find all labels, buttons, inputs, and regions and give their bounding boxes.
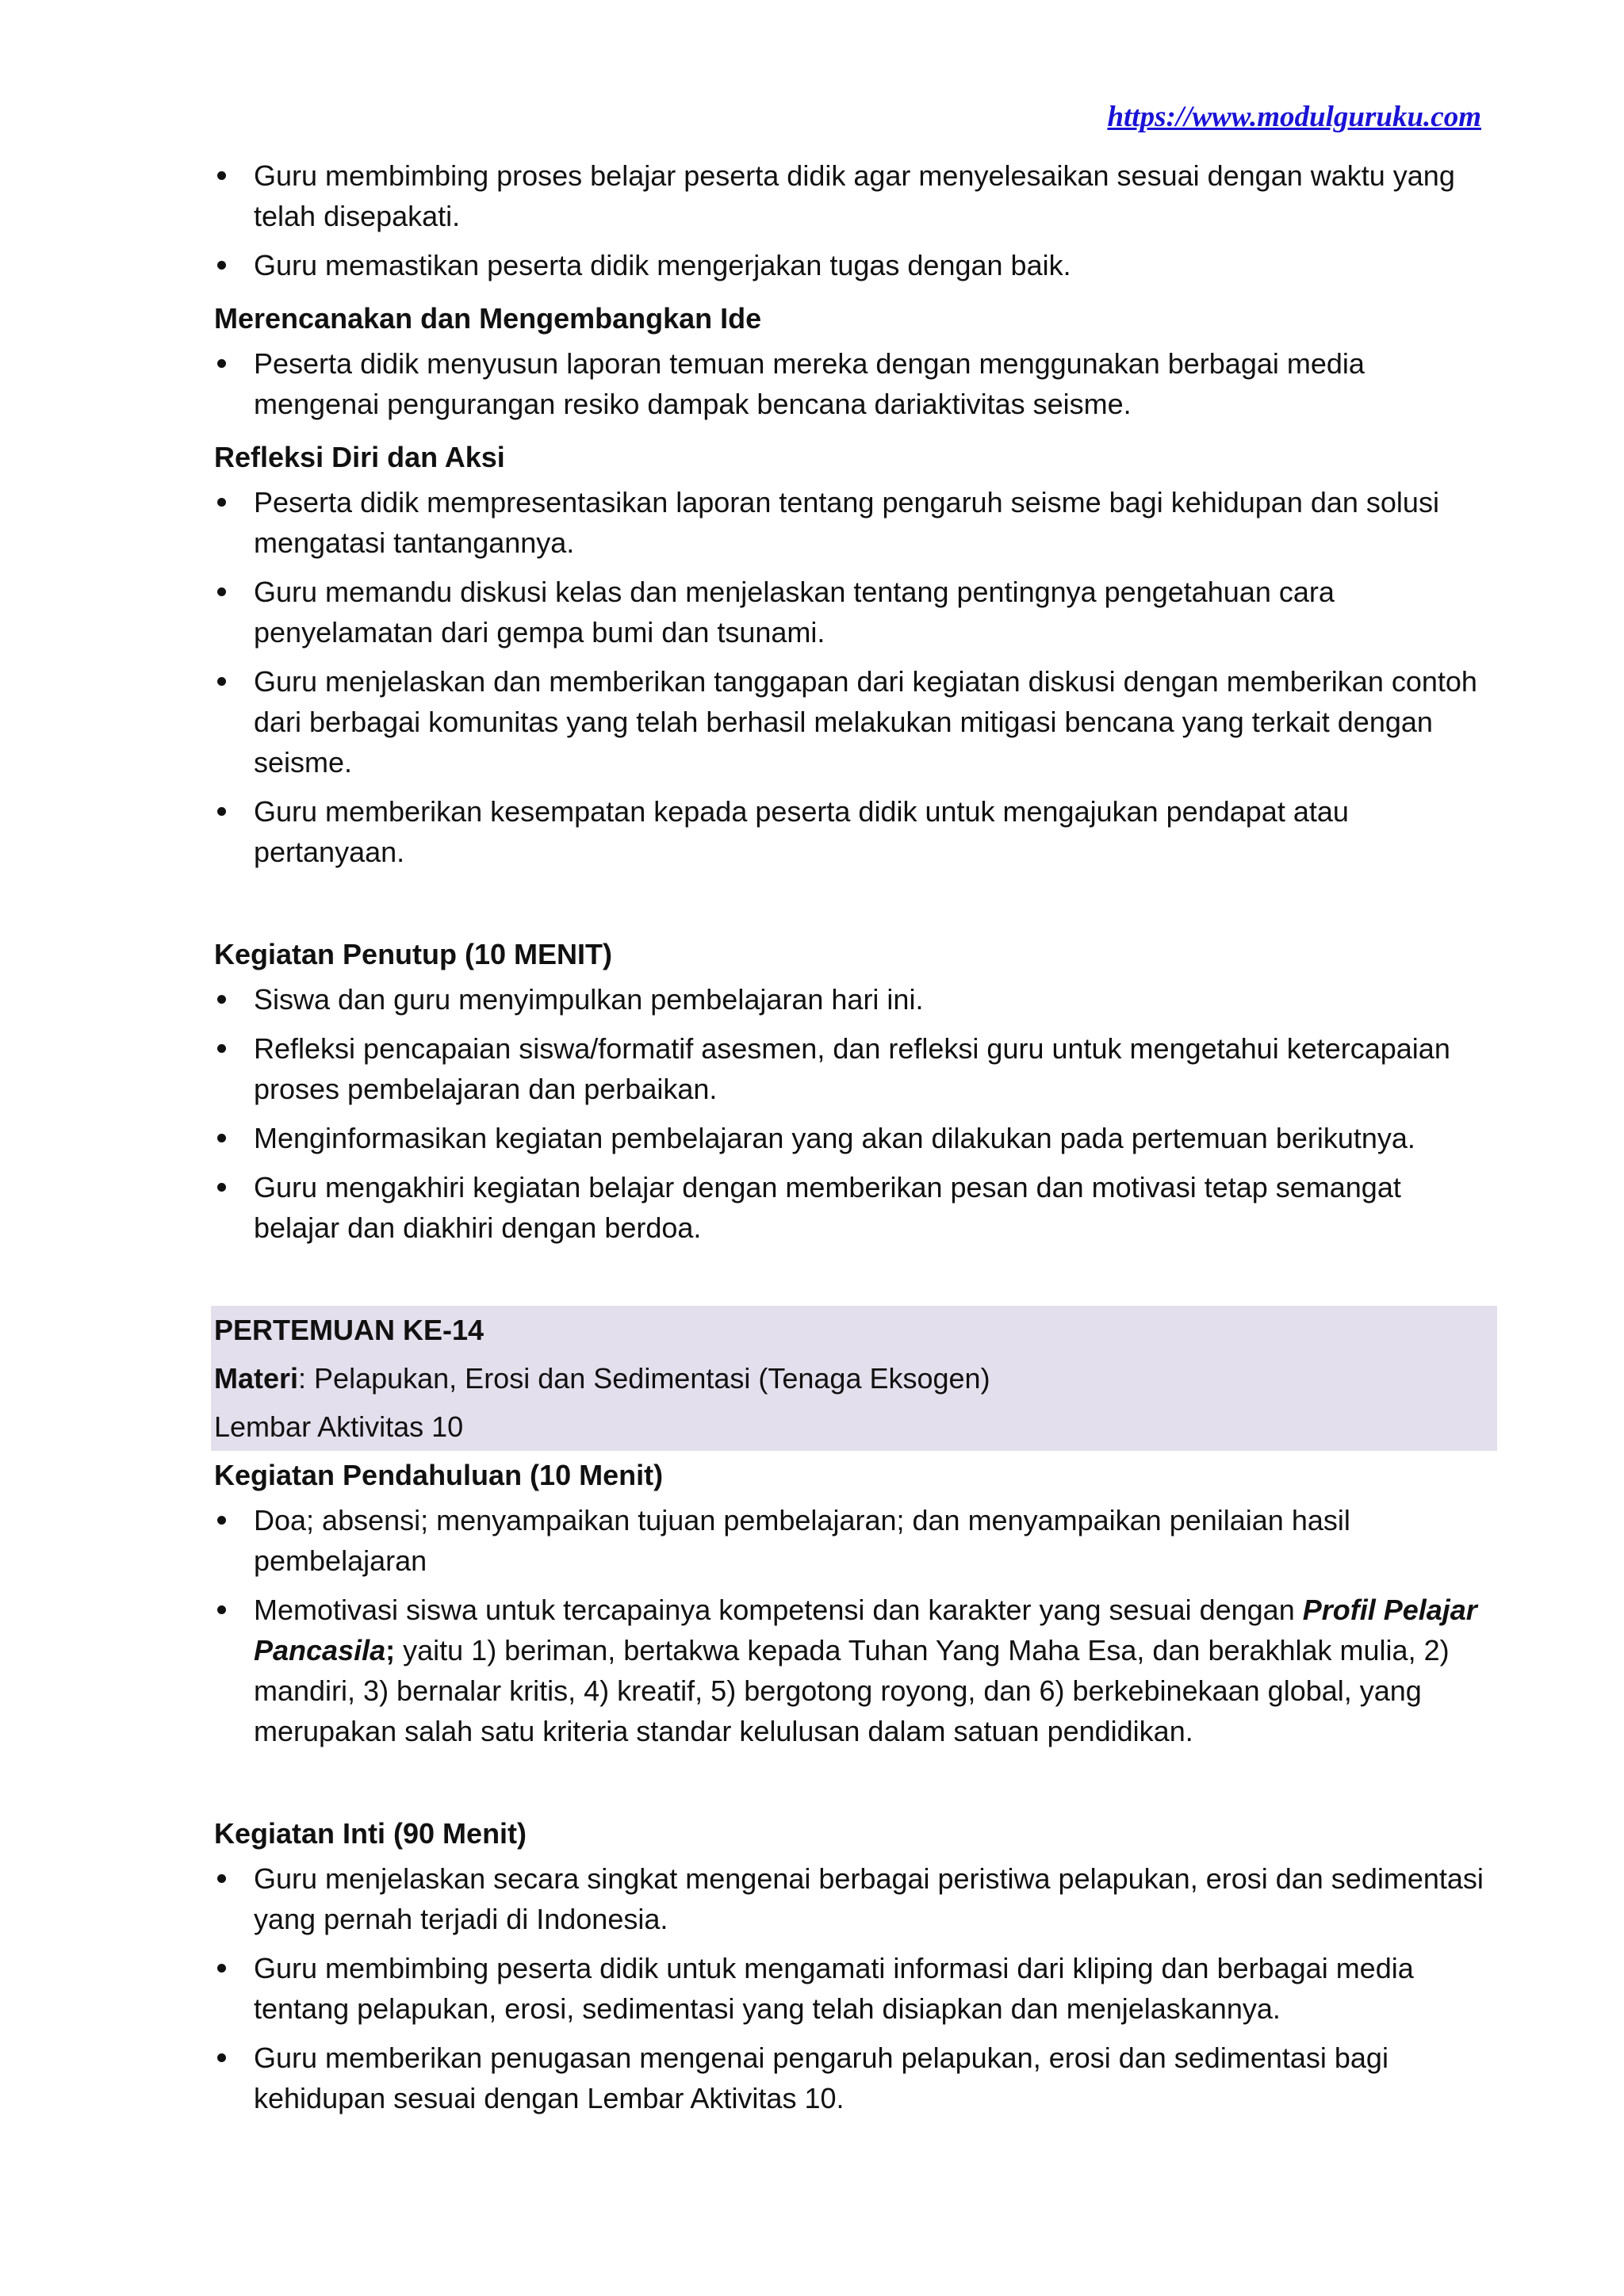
list-item: Doa; absensi; menyampaikan tujuan pembelajaran; dan menyampaikan penilaian hasil pembelajaran xyxy=(214,1500,1491,1581)
materi-value: : Pelapukan, Erosi dan Sedimentasi (Tenaga Eksogen) xyxy=(298,1362,990,1395)
list-item: Guru memandu diskusi kelas dan menjelaskan tentang pentingnya pengetahuan cara penyelamatan dari gempa bumi dan tsunami. xyxy=(214,572,1491,652)
section-core-list xyxy=(214,1858,1491,2118)
list-item: Peserta didik mempresentasikan laporan tentang pengaruh seisme bagi kehidupan dan solusi mengatasi tantangannya. xyxy=(214,482,1491,563)
bullet-icon xyxy=(217,359,226,368)
bullet-icon xyxy=(217,261,226,270)
profil-pelajar-pancasila: Profil Pelajar Pancasila xyxy=(254,1594,1477,1667)
section-plan-list xyxy=(214,343,1491,424)
list-item: Guru memberikan penugasan mengenai pengaruh pelapukan, erosi dan sedimentasi bagi kehidupan sesuai dengan Lembar Aktivitas 10. xyxy=(214,2038,1491,2118)
section-introduction-list xyxy=(214,1500,1491,1751)
bullet-icon xyxy=(217,498,226,507)
bullet-icon xyxy=(217,1044,226,1053)
bullet-icon xyxy=(217,2053,226,2062)
bullet-icon xyxy=(217,1964,226,1973)
bullet-icon xyxy=(217,677,226,686)
list-item: Guru mengakhiri kegiatan belajar dengan memberikan pesan dan motivasi tetap semangat belajar dan diakhiri dengan berdoa. xyxy=(214,1167,1491,1248)
list-item: Refleksi pencapaian siswa/formatif asesmen, dan refleksi guru untuk mengetahui ketercapaian proses pembelajaran dan perbaikan. xyxy=(214,1028,1491,1109)
list-item: Siswa dan guru menyimpulkan pembelajaran hari ini. xyxy=(214,979,1491,1020)
heading-introduction: Kegiatan Pendahuluan (10 Menit) xyxy=(214,1459,664,1491)
list-item: Guru menjelaskan dan memberikan tanggapan dari kegiatan diskusi dengan memberikan contoh dari berbagai komunitas yang telah berhasil melakukan mitigasi bencana yang terkait dengan seisme. xyxy=(214,661,1491,783)
bullet-icon xyxy=(217,1134,226,1142)
list-item: Guru memberikan kesempatan kepada peserta didik untuk mengajukan pendapat atau pertanyaan. xyxy=(214,791,1491,872)
materi-label: Materi xyxy=(214,1362,299,1395)
bullet-icon xyxy=(217,1605,226,1614)
bullet-icon xyxy=(217,171,226,180)
bullet-icon xyxy=(217,1516,226,1525)
header-url-link[interactable]: https://www.modulguruku.com xyxy=(1107,101,1481,133)
bullet-icon xyxy=(217,995,226,1004)
list-item: Guru memastikan peserta didik mengerjakan tugas dengan baik. xyxy=(214,245,1491,285)
list-item: Guru membimbing peserta didik untuk mengamati informasi dari kliping dan berbagai media tentang pelapukan, erosi, sedimentasi yang telah disiapkan dan menjelaskannya. xyxy=(214,1948,1491,2029)
section-reflection-list xyxy=(214,482,1491,872)
meeting-title: PERTEMUAN KE-14 xyxy=(214,1314,485,1346)
document-body xyxy=(214,155,1491,2127)
heading-plan-develop: Merencanakan dan Mengembangkan Ide xyxy=(214,302,762,335)
list-item: Guru menjelaskan secara singkat mengenai berbagai peristiwa pelapukan, erosi dan sedimentasi yang pernah terjadi di Indonesia. xyxy=(214,1858,1491,1939)
list-item: Peserta didik menyusun laporan temuan mereka dengan menggunakan berbagai media mengenai pengurangan resiko dampak bencana dariaktivitas seisme. xyxy=(214,343,1491,424)
heading-reflection: Refleksi Diri dan Aksi xyxy=(214,441,505,473)
bullet-icon xyxy=(217,1874,226,1883)
heading-closing: Kegiatan Penutup (10 MENIT) xyxy=(214,938,613,970)
list-item: Memotivasi siswa untuk tercapainya kompetensi dan karakter yang sesuai dengan Profil Pelajar Pancasila; yaitu 1) beriman, bertakwa kepada Tuhan Yang Maha Esa, dan berakhlak mulia, 2) mandiri, 3) bernalar kritis, 4) kreatif, 5) bergotong royong, dan 6) berkebinekaan global, yang merupakan salah satu kriteria standar kelulusan dalam satuan pendidikan. xyxy=(214,1590,1491,1751)
meeting-materi xyxy=(214,1354,1497,1402)
bullet-icon xyxy=(217,587,226,596)
bullet-icon xyxy=(217,1183,226,1192)
section-closing-list xyxy=(214,979,1491,1248)
section-guidance-list xyxy=(214,155,1491,285)
heading-core-activity: Kegiatan Inti (90 Menit) xyxy=(214,1817,527,1850)
list-item: Guru membimbing proses belajar peserta didik agar menyelesaikan sesuai dengan waktu yang telah disepakati. xyxy=(214,155,1491,236)
list-item: Menginformasikan kegiatan pembelajaran yang akan dilakukan pada pertemuan berikutnya. xyxy=(214,1118,1491,1158)
meeting-info-box xyxy=(211,1306,1497,1451)
bullet-icon xyxy=(217,807,226,816)
meeting-activity-sheet: Lembar Aktivitas 10 xyxy=(214,1410,464,1443)
